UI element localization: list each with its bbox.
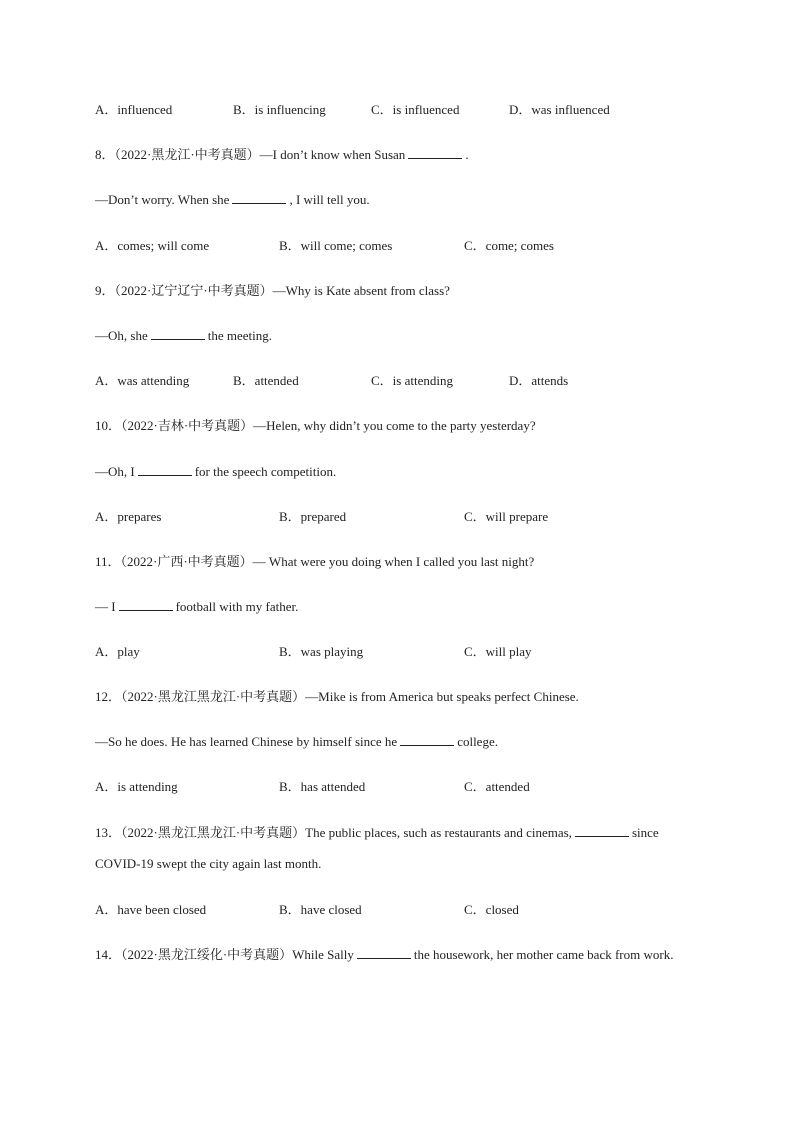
q12-option-a[interactable]: A．is attending — [95, 779, 178, 794]
q8-line2 — [95, 191, 370, 209]
q9-option-a[interactable]: A．was attending — [95, 373, 190, 388]
q9-option-d[interactable]: D．attends — [509, 373, 569, 388]
q13-option-c[interactable]: C．closed — [464, 902, 519, 917]
q13-stem-end: since COVID-19 swept the city again last month. — [95, 825, 659, 871]
q8-option-a[interactable]: A．comes; will come — [95, 238, 210, 253]
q11-blank — [119, 598, 173, 611]
q9-line2 — [95, 327, 272, 345]
q8-line2-blank — [232, 191, 286, 204]
q11-option-c[interactable]: C．will play — [464, 644, 532, 659]
q11-line2 — [95, 598, 298, 616]
q12-line2-end: college. — [457, 734, 498, 749]
q12-option-c[interactable]: C．attended — [464, 779, 530, 794]
q9-option-b[interactable]: B．attended — [233, 373, 299, 388]
q10-option-b[interactable]: B．prepared — [279, 509, 347, 524]
q9-blank — [151, 327, 205, 340]
q12-stem: 12．（2022·黑龙江黑龙江·中考真题）—Mike is from America but speaks perfect Chinese. — [95, 689, 579, 704]
q9-line2-end: the meeting. — [207, 328, 272, 343]
q10-line2-text: —Oh, I — [95, 464, 135, 479]
q13-option-b[interactable]: B．have closed — [279, 902, 362, 917]
q10-option-c[interactable]: C．will prepare — [464, 509, 549, 524]
q9-option-c[interactable]: C．is attending — [371, 373, 453, 388]
q7-option-a[interactable]: A．influenced — [95, 102, 173, 117]
q13-stem — [95, 817, 701, 879]
q11-stem: 11．（2022·广西·中考真题）— What were you doing when I called you last night? — [95, 554, 535, 569]
q10-stem: 10．（2022·吉林·中考真题）—Helen, why didn’t you come to the party yesterday? — [95, 418, 536, 433]
q9-line2-text: —Oh, she — [95, 328, 148, 343]
q11-option-b[interactable]: B．was playing — [279, 644, 364, 659]
q7-option-c[interactable]: C．is influenced — [371, 102, 460, 117]
q12-option-b[interactable]: B．has attended — [279, 779, 366, 794]
q12-line2-text: —So he does. He has learned Chinese by himself since he — [95, 734, 398, 749]
q11-option-a[interactable]: A．play — [95, 644, 140, 659]
q10-line2-end: for the speech competition. — [194, 464, 337, 479]
q8-stem-text: 8．（2022·黑龙江·中考真题）—I don’t know when Susan — [95, 147, 406, 162]
q8-line2-end: , I will tell you. — [289, 192, 370, 207]
q11-line2-end: football with my father. — [175, 599, 299, 614]
q10-blank — [138, 463, 192, 476]
q7-option-d[interactable]: D．was influenced — [509, 102, 610, 117]
q8-option-c[interactable]: C．come; comes — [464, 238, 554, 253]
q14-stem-text: 14．（2022·黑龙江绥化·中考真题）While Sally — [95, 947, 354, 962]
q8-stem — [95, 146, 469, 164]
q13-stem-text: 13．（2022·黑龙江黑龙江·中考真题）The public places, such as restaurants and cinemas, — [95, 825, 572, 840]
q14-stem-end: the housework, her mother came back from work. — [413, 947, 674, 962]
q11-line2-text: — I — [95, 599, 116, 614]
q12-line2 — [95, 733, 498, 751]
q10-option-a[interactable]: A．prepares — [95, 509, 162, 524]
q13-blank — [575, 824, 629, 837]
q8-option-b[interactable]: B．will come; comes — [279, 238, 393, 253]
q7-option-b[interactable]: B．is influencing — [233, 102, 326, 117]
q10-line2 — [95, 463, 336, 481]
q14-blank — [357, 946, 411, 959]
q8-blank — [408, 146, 462, 159]
q14-stem — [95, 939, 701, 970]
q8-line2-text: —Don’t worry. When she — [95, 192, 230, 207]
q12-blank — [400, 733, 454, 746]
q13-option-a[interactable]: A．have been closed — [95, 902, 207, 917]
q9-stem: 9．（2022·辽宁辽宁·中考真题）—Why is Kate absent from class? — [95, 283, 450, 298]
q8-stem-end: . — [465, 147, 469, 162]
